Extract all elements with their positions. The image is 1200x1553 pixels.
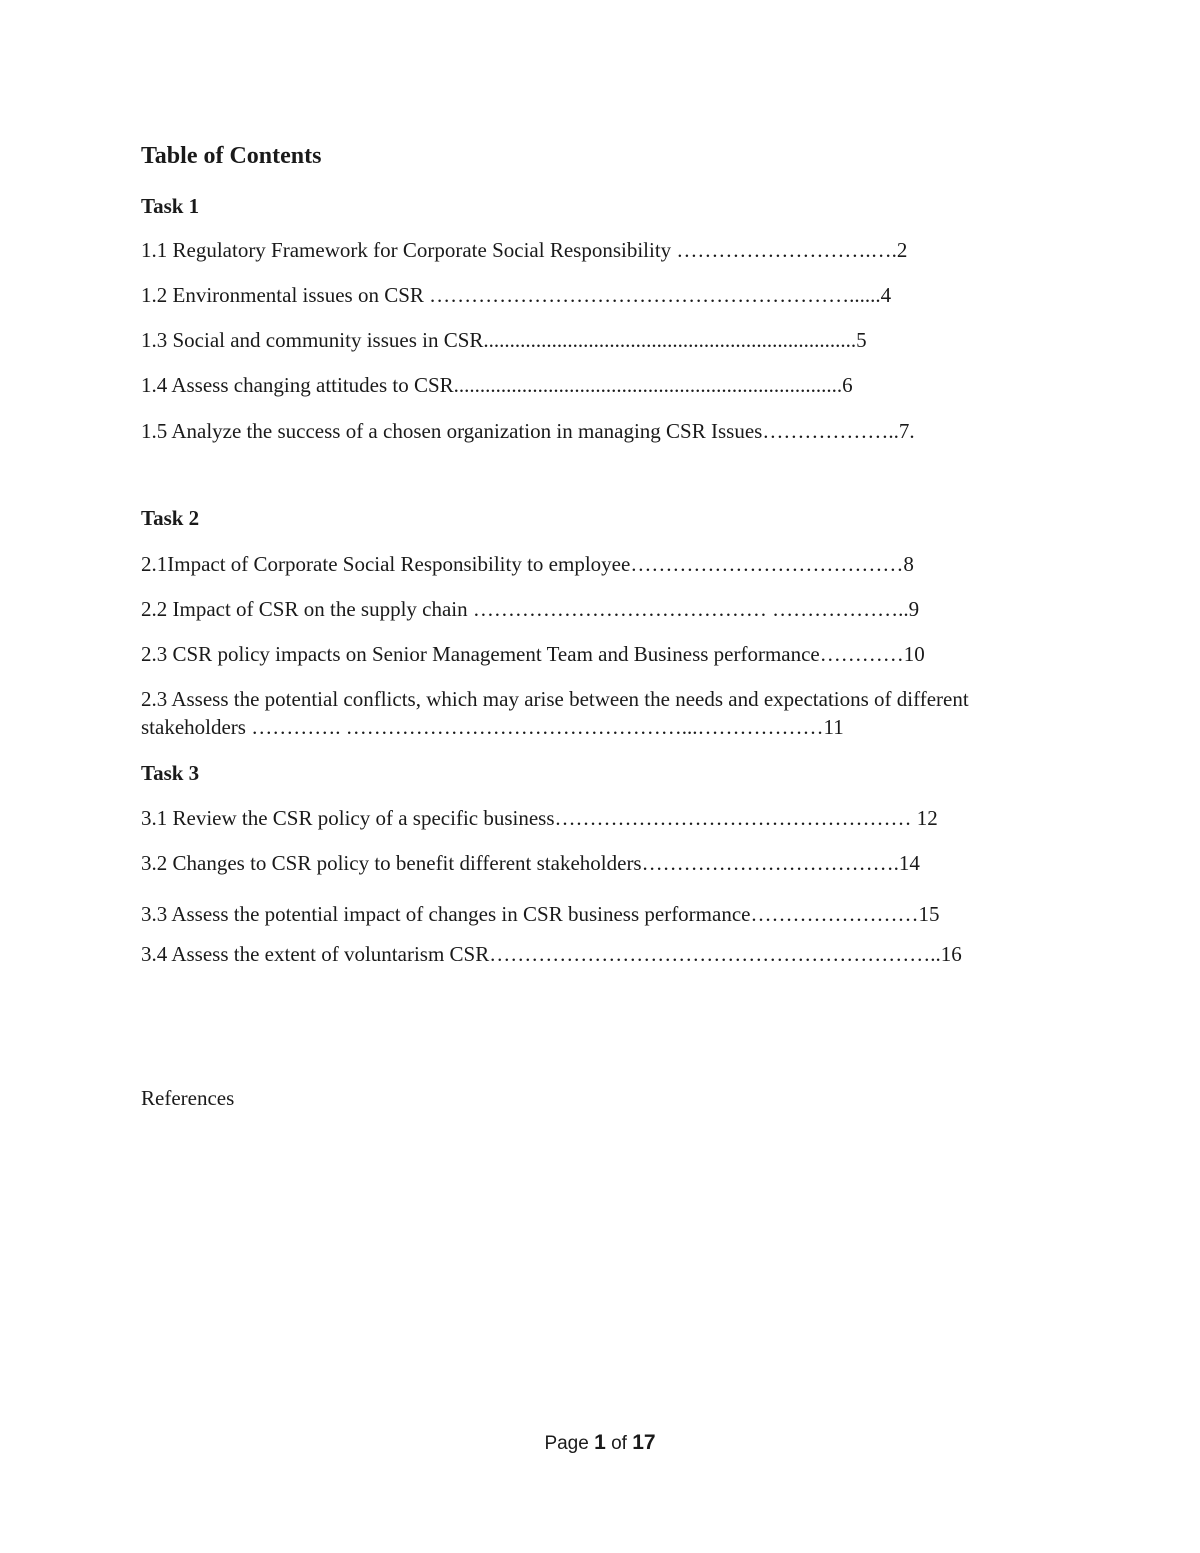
toc-entry-1-3: 1.3 Social and community issues in CSR.......................................................................5 bbox=[141, 328, 867, 352]
toc-entry-2-3: 2.3 CSR policy impacts on Senior Management Team and Business performance…………10 bbox=[141, 642, 925, 666]
toc-entry-2-1: 2.1Impact of Corporate Social Responsibility to employee…………………………………8 bbox=[141, 552, 914, 576]
toc-entry-1-2: 1.2 Environmental issues on CSR ……………………………………………………......4 bbox=[141, 283, 892, 307]
footer-page-word: Page bbox=[544, 1433, 589, 1454]
toc-entry-1-5: 1.5 Analyze the success of a chosen organization in managing CSR Issues………………..7. bbox=[141, 419, 915, 443]
toc-title: Table of Contents bbox=[141, 143, 322, 169]
toc-entry-3-3: 3.3 Assess the potential impact of changes in CSR business performance……………………15 bbox=[141, 902, 940, 926]
footer-of-word: of bbox=[611, 1433, 627, 1454]
toc-entry-2-2: 2.2 Impact of CSR on the supply chain …………………………………… ………………..9 bbox=[141, 597, 920, 621]
footer-total-pages: 17 bbox=[632, 1431, 656, 1454]
references-heading: References bbox=[141, 1086, 235, 1110]
toc-entry-2-4: 2.3 Assess the potential conflicts, which may arise between the needs and expectations of different stakeholders …………. …………………………………………...………………11 bbox=[141, 687, 969, 739]
task-1-heading: Task 1 bbox=[141, 194, 200, 218]
toc-entry-1-1: 1.1 Regulatory Framework for Corporate Social Responsibility ……………………….….2 bbox=[141, 238, 908, 262]
toc-entry-3-1: 3.1 Review the CSR policy of a specific business…………………………………………… 12 bbox=[141, 806, 938, 830]
toc-entry-3-4: 3.4 Assess the extent of voluntarism CSR………………………………………………………..16 bbox=[141, 942, 962, 966]
toc-entry-3-2: 3.2 Changes to CSR policy to benefit different stakeholders……………………………….14 bbox=[141, 851, 920, 875]
toc-entry-1-4: 1.4 Assess changing attitudes to CSR..........................................................................6 bbox=[141, 373, 853, 397]
footer-page-number: 1 bbox=[594, 1431, 606, 1454]
task-2-heading: Task 2 bbox=[141, 506, 200, 530]
task-3-heading: Task 3 bbox=[141, 761, 200, 785]
page-footer bbox=[0, 1431, 1200, 1455]
